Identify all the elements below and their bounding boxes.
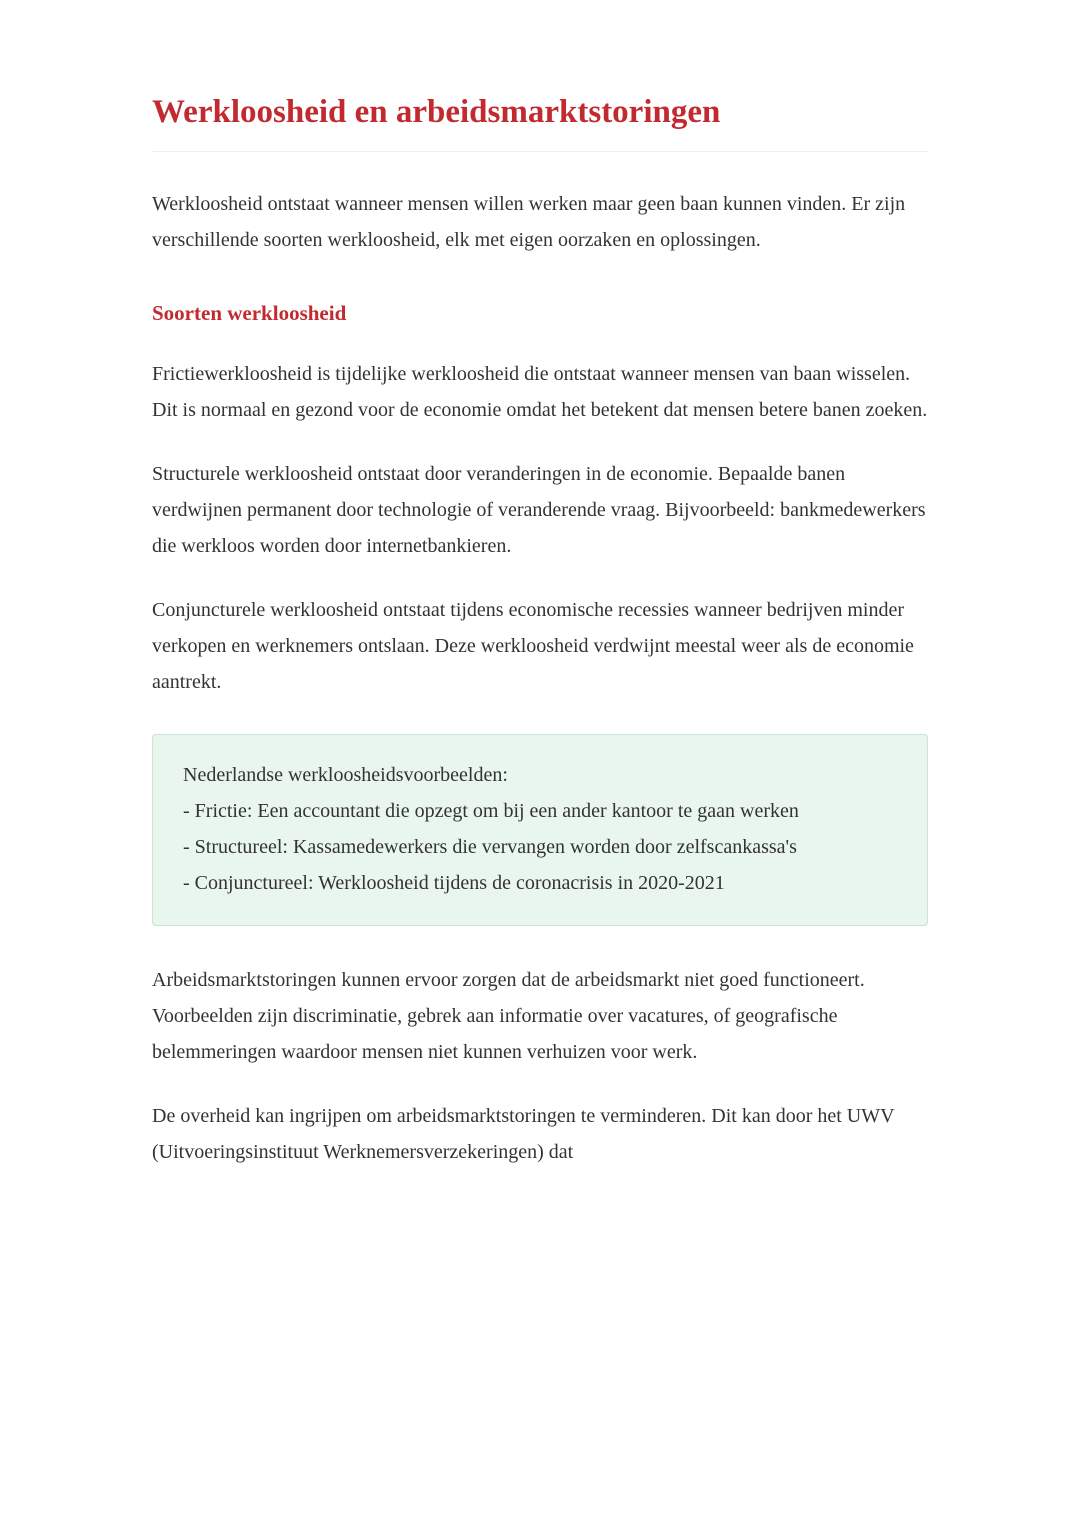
paragraph-overheid-uwv: De overheid kan ingrijpen om arbeidsmarktstoringen te verminderen. Dit kan door het UWV (Uitvoeringsinstituut Werknemersverzekeringen) dat [152,1104,895,1163]
examples-callout [152,734,928,926]
intro-paragraph: Werkloosheid ontstaat wanneer mensen willen werken maar geen baan kunnen vinden. Er zijn verschillende soorten werkloosheid, elk met eigen oorzaken en oplossingen. [152,193,906,252]
paragraph-arbeidsmarktstoringen: Arbeidsmarktstoringen kunnen ervoor zorgen dat de arbeidsmarkt niet goed functioneert. Voorbeelden zijn discriminatie, gebrek aan informatie over vacatures, of geografische belemmeringen waardoor mensen niet kunnen verhuizen voor werk. [152,968,865,1063]
paragraph-conjuncturele-werkloosheid: Conjuncturele werkloosheid ontstaat tijdens economische recessies wanneer bedrijven minder verkopen en werknemers ontslaan. Deze werkloosheid verdwijnt meestal weer als de economie aantrekt. [152,598,914,693]
paragraph-frictiewerkloosheid: Frictiewerkloosheid is tijdelijke werkloosheid die ontstaat wanneer mensen van baan wisselen. Dit is normaal en gezond voor de economie omdat het betekent dat mensen betere banen zoeken. [152,362,928,421]
callout-item-conjunctureel: - Conjunctureel: Werkloosheid tijdens de coronacrisis in 2020-2021 [183,871,725,894]
callout-item-structureel: - Structureel: Kassamedewerkers die vervangen worden door zelfscankassa's [183,835,797,858]
section-heading-soorten-werkloosheid: Soorten werkloosheid [152,301,347,326]
callout-title: Nederlandse werkloosheidsvoorbeelden: [183,763,508,786]
article [152,0,928,1170]
page-title: Werkloosheid en arbeidsmarktstoringen [152,92,928,152]
callout-item-frictie: - Frictie: Een accountant die opzegt om bij een ander kantoor te gaan werken [183,799,799,822]
paragraph-structurele-werkloosheid: Structurele werkloosheid ontstaat door veranderingen in de economie. Bepaalde banen verdwijnen permanent door technologie of veranderende vraag. Bijvoorbeeld: bankmedewerkers die werkloos worden door internetbankieren. [152,462,926,557]
